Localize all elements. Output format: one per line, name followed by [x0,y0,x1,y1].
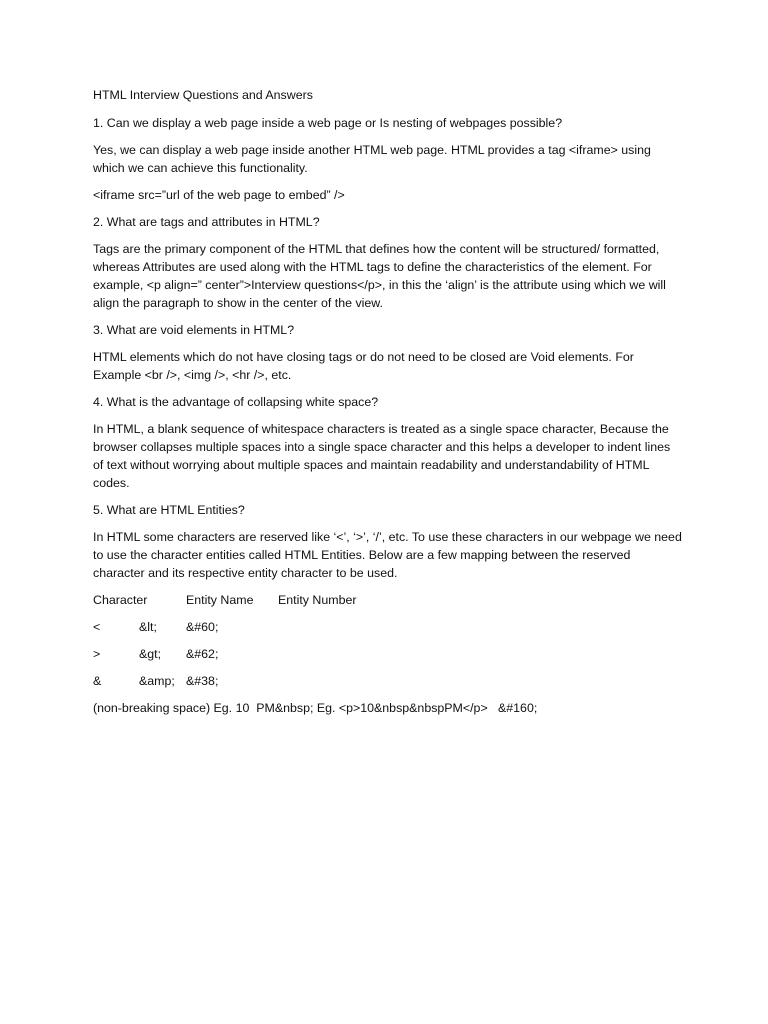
header-entity-name: Entity Name [186,593,254,607]
question-2: 2. What are tags and attributes in HTML? [93,215,320,229]
question-1: 1. Can we display a web page inside a web page or Is nesting of webpages possible? [93,116,563,130]
cell-entity-number: &#60; [186,620,219,634]
header-entity-number: Entity Number [278,593,357,607]
answer-2: Tags are the primary component of the HTML that defines how the content will be structured/ formatted, whereas Attributes are used along with the HTML tags to define the characteristics of the element. For example, <p align=” center”>Interview questions</p>, in this the ‘align’ is the attribute using which we will align the paragraph to show in the center of the view. [93,242,670,310]
question-3: 3. What are void elements in HTML? [93,323,295,337]
entity-table-row [93,618,683,636]
entity-table-header [93,591,683,609]
cell-character: > [93,647,101,661]
document-title: HTML Interview Questions and Answers [93,88,313,102]
cell-character: & [93,674,102,688]
cell-character: < [93,620,101,634]
question-5: 5. What are HTML Entities? [93,503,245,517]
cell-entity-number: &#62; [186,647,219,661]
cell-entity-number: &#38; [186,674,219,688]
cell-entity-name: &lt; [139,620,157,634]
answer-4: In HTML, a blank sequence of whitespace characters is treated as a single space character, Because the browser collapses multiple spaces into a single space character and this helps a developer to indent lines of text without worrying about multiple spaces and maintain readability and understandability of HTML codes. [93,422,674,490]
document-page [93,86,686,717]
answer-3: HTML elements which do not have closing tags or do not need to be closed are Void elements. For Example <br />, <img />, <hr />, etc. [93,350,638,382]
answer-1-code: <iframe src=”url of the web page to embed” /> [93,188,345,202]
answer-1: Yes, we can display a web page inside another HTML web page. HTML provides a tag <iframe> using which we can achieve this functionality. [93,143,655,175]
entity-table-row [93,645,683,663]
question-4: 4. What is the advantage of collapsing white space? [93,395,379,409]
entity-table-row [93,672,683,690]
answer-5: In HTML some characters are reserved like ‘<’, ‘>’, ‘/’, etc. To use these characters in our webpage we need to use the character entities called HTML Entities. Below are a few mapping between the reserved character and its respective entity character to be used. [93,530,686,580]
cell-entity-name: &gt; [139,647,162,661]
cell-entity-name: &amp; [139,674,175,688]
non-breaking-space-line: (non-breaking space) Eg. 10 PM&nbsp; Eg. <p>10&nbsp&nbspPM</p> &#160; [93,701,538,715]
header-character: Character [93,593,148,607]
